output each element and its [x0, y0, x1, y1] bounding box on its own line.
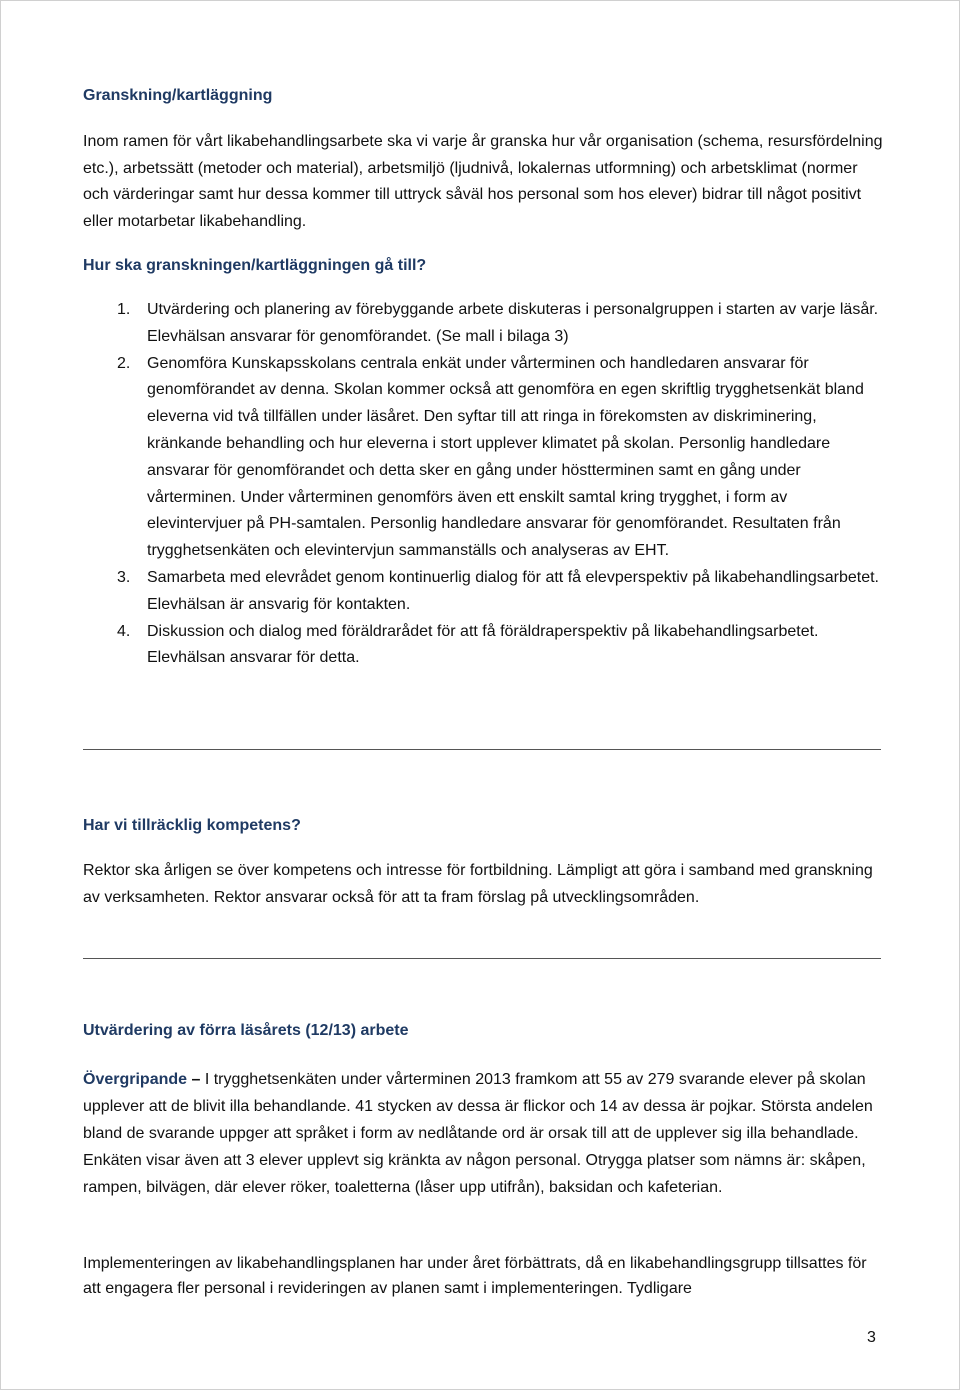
section-heading-kompetens: Har vi tillräcklig kompetens?	[83, 817, 301, 834]
list-item-number: 1.	[117, 301, 131, 318]
granskning-intro-paragraph: Inom ramen för vårt likabehandlingsarbete ska vi varje år granska hur vår organisation (schema, resursfördelning etc.), arbetssätt (metoder och material), arbetsmiljö (ljudnivå, lokalernas utformning) och arbetsklimat (normer och värderingar samt hur dessa kommer till uttryck såväl hos personal som hos elever) bidrar till något positivt eller motarbetar likabehandling.	[83, 133, 883, 230]
list-item-text: Genomföra Kunskapsskolans centrala enkät under vårterminen och handledaren ansvarar för genomförandet av denna. Skolan kommer också att genomföra en egen skriftlig trygghetsenkät bland eleverna vid två tillfällen under läsåret. Den syftar till att ringa in förekomsten av diskriminering, kränkande behandling och hur eleverna i stort upplever klimatet på skolan. Personlig handledare ansvarar för genomförandet och detta sker en gång under höstterminen samt en gång under vårterminen. Under vårterminen genomförs även ett enskilt samtal kring trygghet, i form av elevintervjuer på PH-samtalen. Personlig handledare ansvarar för genomförandet. Resultaten från trygghetsenkäten och elevintervjun sammanställs och analyseras av EHT.	[147, 354, 864, 560]
page-number: 3	[867, 1329, 876, 1346]
granskning-steps-list	[83, 297, 883, 672]
overview-dash: –	[191, 1071, 201, 1088]
list-item-number: 3.	[117, 568, 131, 586]
kompetens-paragraph: Rektor ska årligen se över kompetens och intresse för fortbildning. Lämpligt att göra i samband med granskning av verksamheten. Rektor ansvarar också för att ta fram förslag på utvecklingsområden.	[83, 862, 873, 906]
list-item-text: Diskussion och dialog med föräldrarådet för att få föräldraperspektiv på likabehandlingsarbetet. Elevhälsan ansvarar för detta.	[147, 622, 819, 667]
overview-label: Övergripande	[83, 1071, 188, 1088]
list-item-number: 2.	[117, 354, 131, 372]
list-item	[83, 351, 883, 565]
section-divider	[83, 958, 881, 959]
list-item-number: 4.	[117, 622, 131, 640]
list-item	[83, 619, 883, 673]
section-heading-granskning: Granskning/kartläggning	[83, 87, 273, 104]
subheading-granskning-process: Hur ska granskningen/kartläggningen gå till?	[83, 257, 427, 274]
section-heading-utvardering: Utvärdering av förra läsårets (12/13) arbete	[83, 1022, 409, 1039]
overview-text: I trygghetsenkäten under vårterminen 2013 framkom att 55 av 279 svarande elever på skolan upplever att de blivit illa behandlande. 41 stycken av dessa är flickor och 14 av dessa är pojkar. Största andelen bland de svarande uppger att språket i form av nedlåtande ord är orsak till att de upplever sig illa behandlade. Enkäten visar även att 3 elever upplevt sig kränkta av någon personal. Otrygga platser som nämns är: skåpen, rampen, bilvägen, där elever röker, toaletterna (låser upp utifrån), baksidan och kafeterian.	[83, 1071, 873, 1196]
utvardering-overview-paragraph	[83, 1066, 883, 1201]
implementation-paragraph: Implementeringen av likabehandlingsplanen har under året förbättrats, då en likabehandlingsgrupp tillsattes för att engagera fler personal i revideringen av planen samt i implementeringen. Tydligare	[83, 1255, 867, 1297]
section-divider	[83, 749, 881, 750]
list-item	[83, 297, 883, 351]
list-item-text: Samarbeta med elevrådet genom kontinuerlig dialog för att få elevperspektiv på likabehandlingsarbetet. Elevhälsan är ansvarig för kontakten.	[147, 568, 879, 613]
list-item	[83, 565, 883, 619]
list-item-text: Utvärdering och planering av förebyggande arbete diskuteras i personalgruppen i starten av varje läsår. Elevhälsan ansvarar för genomförandet. (Se mall i bilaga 3)	[147, 301, 879, 345]
